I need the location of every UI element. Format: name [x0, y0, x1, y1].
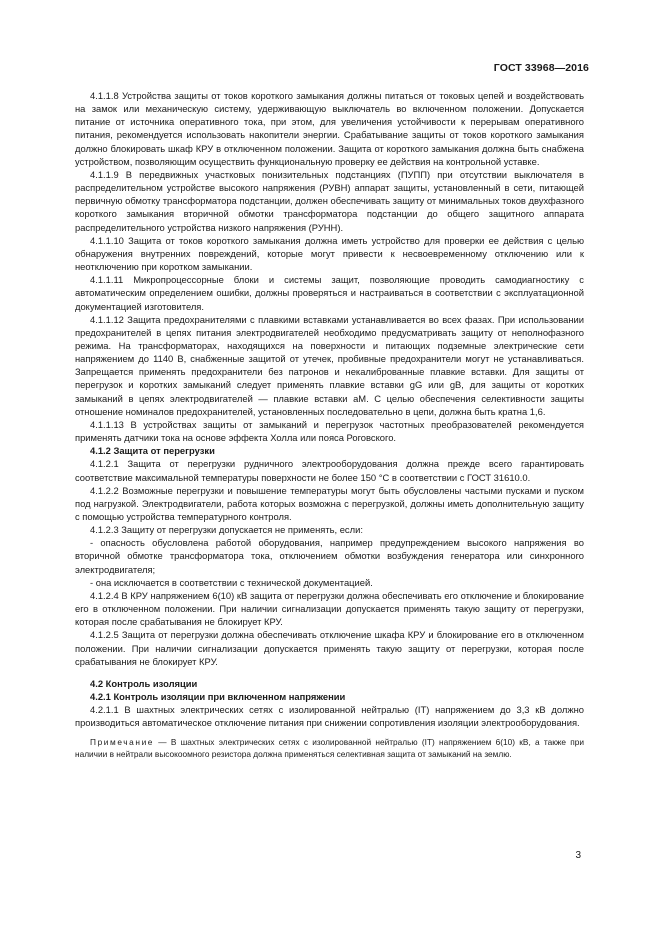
note-label: Примечание: [90, 736, 155, 747]
paragraph-4-1-1-9: 4.1.1.9 В передвижных участковых понизительных подстанциях (ПУПП) при отсутствии выключателя в распределительном устройстве высокого напряжения (РУВН) аппарат защиты, установленный в сети, питающей первичную обмотку трансформатора подстанции, должен обеспечивать защиту от минимальных токов двухфазного короткого замыкания вторичной обмотки трансформатора подстанции до общего защитного аппарата распределительного устройства низкого напряжения (РУНН).: [75, 168, 584, 233]
section-heading-insulation: 4.2 Контроль изоляции: [90, 677, 198, 689]
paragraph-4-1-1-11: 4.1.1.11 Микропроцессорные блоки и системы защит, позволяющие проводить самодиагностику с автоматическим определением ошибки, должны проверяться и настраиваться в соответствии с эксплуатационной документацией изготовителя.: [75, 274, 584, 312]
note: [75, 736, 584, 761]
paragraph-4-1-2-4: 4.1.2.4 В КРУ напряжением 6(10) кВ защита от перегрузки должна обеспечивать его отключение и блокирование его в отключенном положении. При наличии сигнализации допускается применять такую защиту от перегрузки, которая после срабатывания не блокирует КРУ.: [75, 589, 584, 628]
list-item-danger: - опасность обусловлена работой оборудования, например предупреждением высокого напряжения во вторичной обмотке трансформатора тока, отключением обмотки возбуждения генератора или синхронного электродвигателя;: [75, 537, 584, 575]
document-body: [75, 89, 584, 761]
note-text: — В шахтных электрических сетях с изолированной нейтралью (IT) напряжением 6(10) кВ, а также при наличии в нейтрали высокоомного резистора должна применяться селективная защита от замыканий на землю.: [75, 736, 584, 759]
section-heading-overload: 4.1.2 Защита от перегрузки: [90, 445, 215, 457]
page-number: 3: [575, 850, 581, 861]
paragraph-4-1-1-13: 4.1.1.13 В устройствах защиты от замыканий и перегрузок частотных преобразователей рекомендуется применять датчики тока на основе эффекта Холла или пояса Роговского.: [75, 418, 584, 444]
paragraph-4-1-1-12: 4.1.1.12 Защита предохранителями с плавкими вставками устанавливается во всех фазах. При использовании предохранителей в цепях питания электродвигателей необходимо предусматривать защиту от неполнофазного режима. На трансформаторах, находящихся на поверхности и питающих подземные электрические сети напряжением до 1140 В, снабженные защитой от утечек, пробивные предохранители могут не устанавливаться. Запрещается применять предохранители без патронов и некалиброванные плавкие вставки. Для защиты от перегрузок и коротких замыканий следует применять плавкие вставки gG или gB, для защиты от коротких замыканий в цепях электродвигателей — плавкие вставки aM. С целью обеспечения селективности защиты отношение номиналов предохранителей, установленных последовательно в цепи, должна быть кратна 1,6.: [75, 313, 584, 417]
paragraph-4-2-1-1: 4.2.1.1 В шахтных электрических сетях с изолированной нейтралью (IT) напряжением до 3,3 кВ должно производиться автоматическое отключение питания при снижении сопротивления изоляции электрооборудования.: [75, 704, 584, 729]
paragraph-4-1-2-3: 4.1.2.3 Защиту от перегрузки допускается не применять, если:: [90, 524, 363, 536]
subsection-heading-insulation: 4.2.1 Контроль изоляции при включенном напряжении: [90, 691, 346, 703]
paragraph-4-1-1-10: 4.1.1.10 Защита от токов короткого замыкания должна иметь устройство для проверки ее действия с целью обнаружения внутренних повреждений, которые могут привести к несвоевременному отключению или к неотключению при коротком замыкании.: [75, 234, 584, 273]
paragraph-4-1-1-8: 4.1.1.8 Устройства защиты от токов короткого замыкания должны питаться от токовых цепей и воздействовать на замок или механическую систему, удерживающую выключатель во включенном положении. Допускается питание от источника оперативного тока, при этом, для увеличения устойчивости к перерывам оперативного питания, рекомендуется использовать накопители энергии. Срабатывание защиты от токов короткого замыкания должно блокировать шкаф КРУ в отключенном положении. Защита от короткого замыкания должна быть снабжена устройством, позволяющим осуществить функциональную проверку ее действия на контрольной уставке.: [75, 90, 584, 167]
paragraph-4-1-2-2: 4.1.2.2 Возможные перегрузки и повышение температуры могут быть обусловлены частыми пусками и пуском под нагрузкой. Электродвигатели, работа которых возможна с перегрузкой, должны иметь дополнительную защиту с помощью устройства температурного контроля.: [75, 484, 584, 522]
paragraph-4-1-2-5: 4.1.2.5 Защита от перегрузки должна обеспечивать отключение шкафа КРУ и блокирование его в отключенном положении. При наличии сигнализации допускается применять такую защиту от перегрузки, которая после срабатывания не блокирует КРУ.: [75, 629, 584, 667]
standard-code-header: ГОСТ 33968—2016: [493, 62, 589, 74]
paragraph-4-1-2-1: 4.1.2.1 Защита от перегрузки рудничного электрооборудования должна прежде всего гарантировать соответствие максимальной температуры поверхности не более 150 °С в соответствии с ГОСТ 31610.0.: [75, 458, 584, 483]
list-item-excluded: - она исключается в соответствии с технической документацией.: [90, 576, 373, 588]
